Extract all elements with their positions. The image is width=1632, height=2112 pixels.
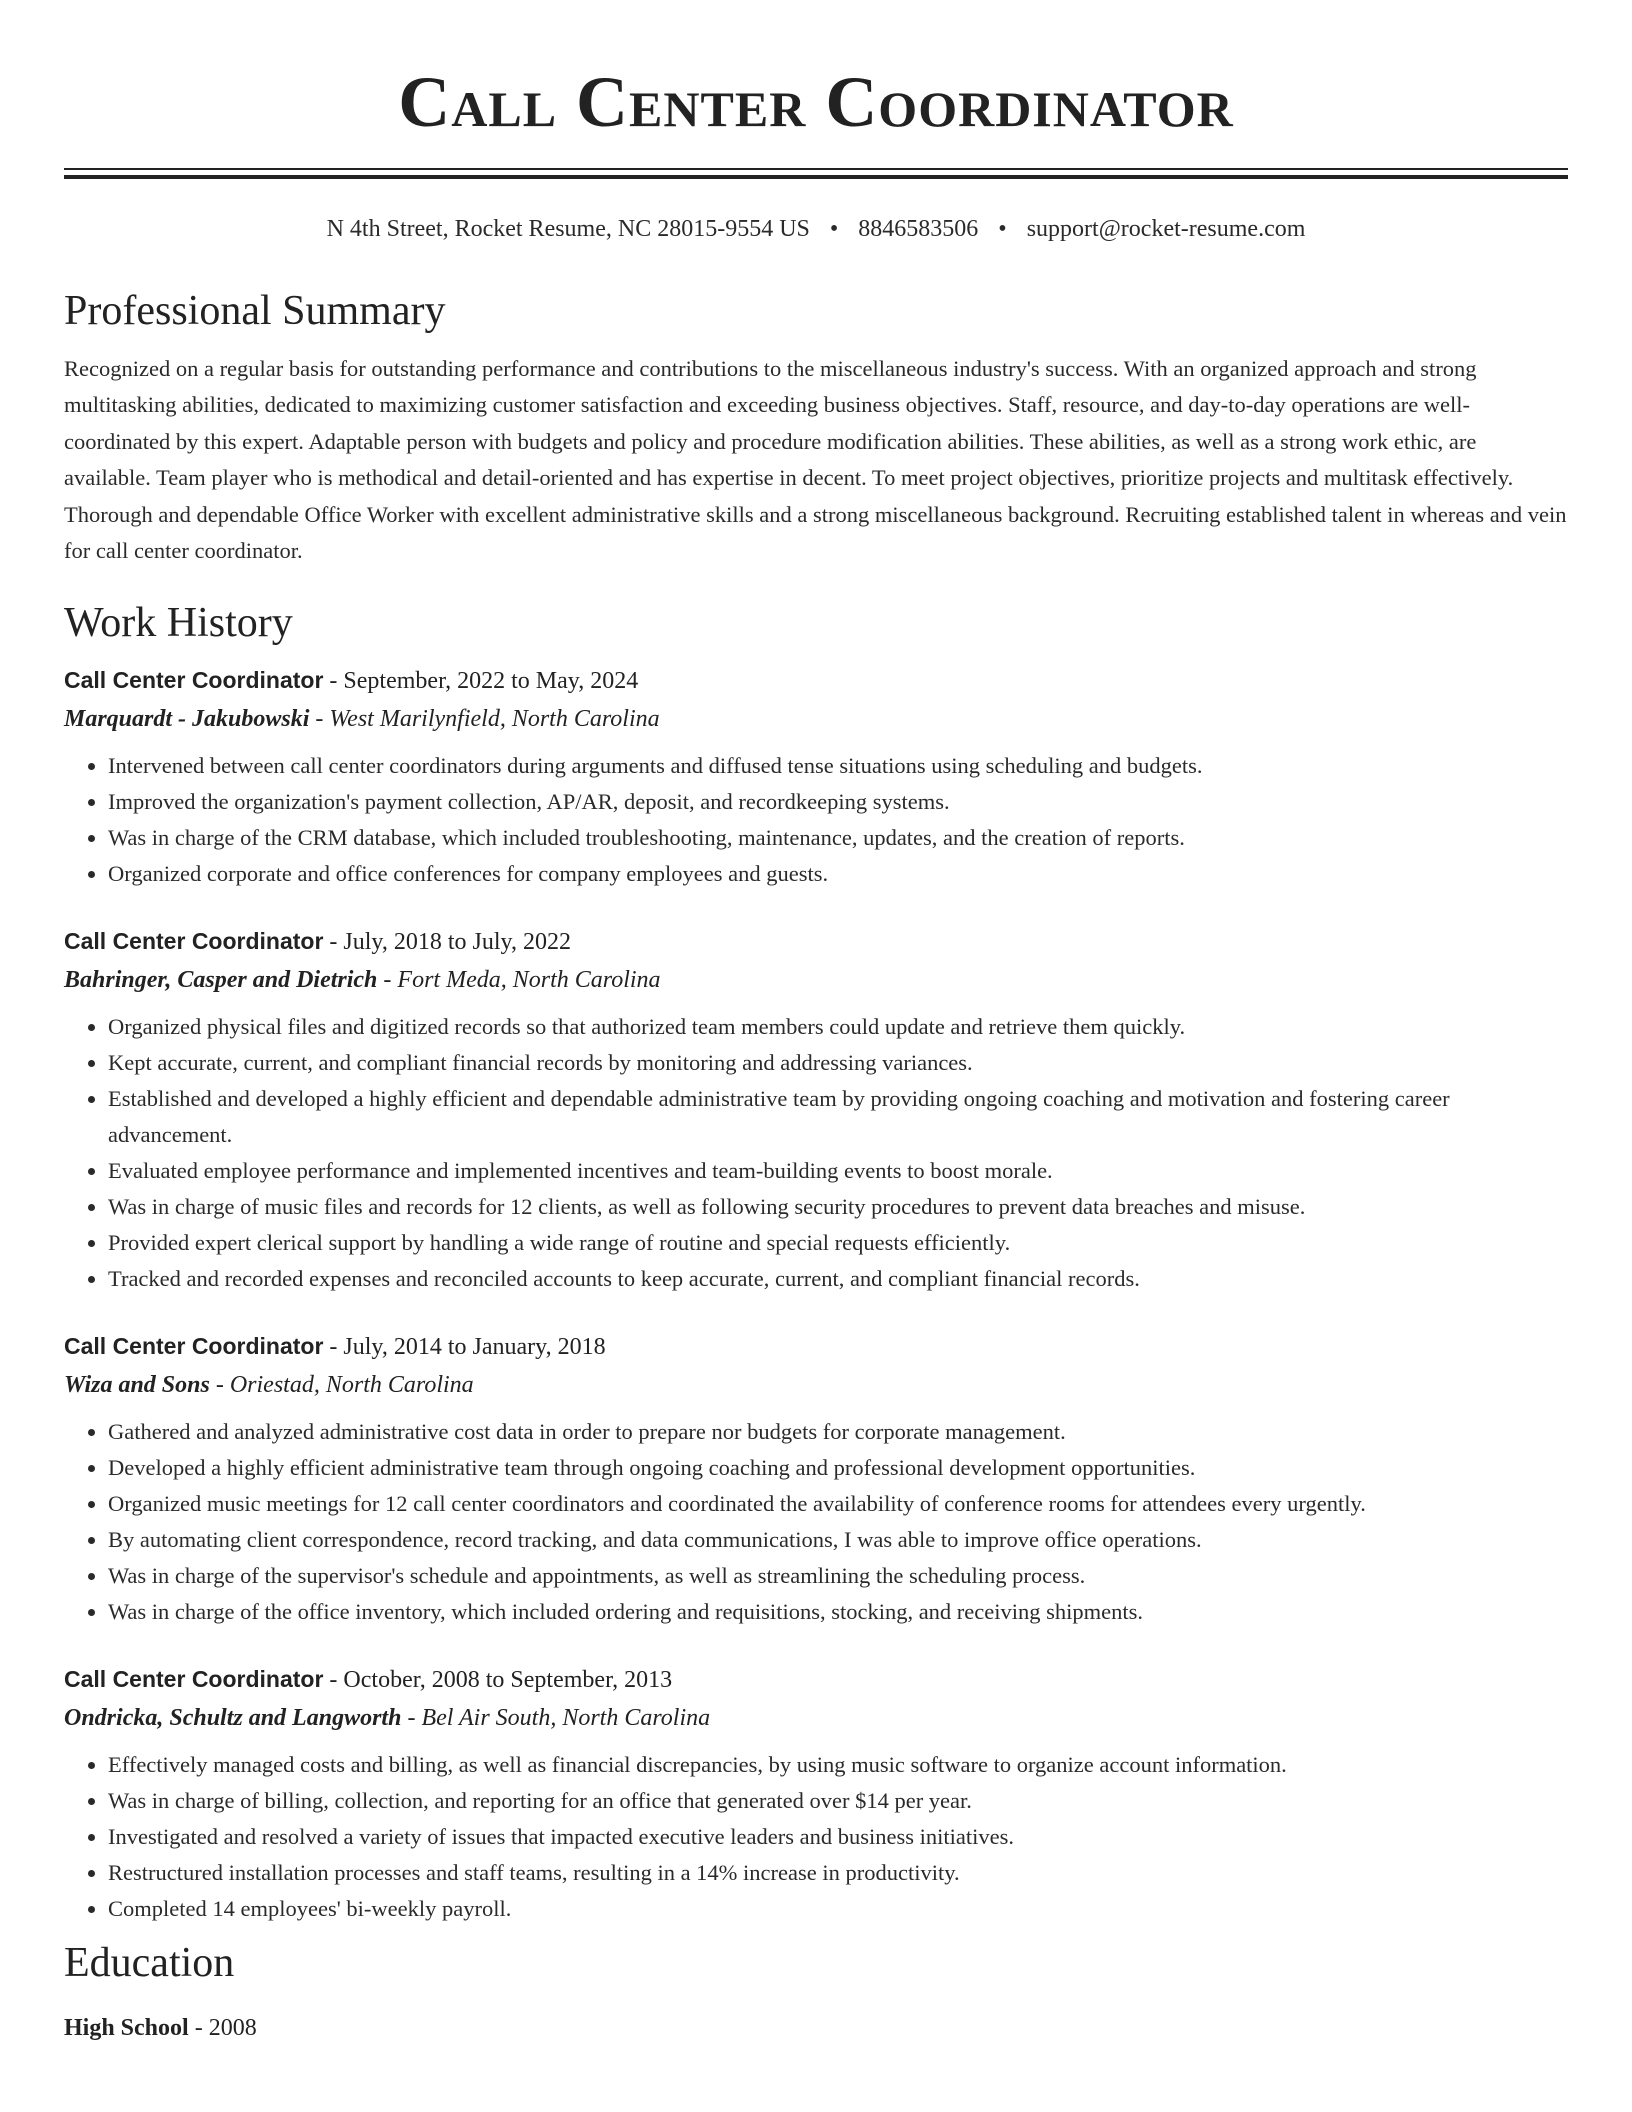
resume-title: Call Center Coordinator [398,62,1234,142]
job-title: Call Center Coordinator [64,1333,324,1360]
job-dates: July, 2014 to January, 2018 [343,1334,606,1361]
job-bullets [64,1747,1568,1927]
title-divider [64,168,1568,179]
job-bullet: • By automating client correspondence, record tracking, and data communications, I was able to improve office operations. [108,1522,1568,1558]
job-entry [64,1660,1568,1927]
contact-email: support@rocket-resume.com [1026,216,1306,242]
contact-address: N 4th Street, Rocket Resume, NC 28015-9554 US [326,216,810,242]
education-degree: High School [64,2015,189,2042]
company-dash: - [309,706,330,733]
job-bullet: • Organized physical files and digitized records so that authorized team members could update and retrieve them quickly. [108,1009,1568,1045]
education-heading: Education [64,1940,235,1987]
job-title: Call Center Coordinator [64,928,324,955]
resume-page [64,0,1568,2047]
education-entry [64,2009,1568,2047]
job-title-line [64,661,1568,700]
job-entry [64,922,1568,1297]
job-dash: - [323,1667,344,1694]
company-name: Ondricka, Schultz and Langworth [64,1705,402,1732]
job-bullet: • Completed 14 employees' bi-weekly payroll. [108,1891,1568,1927]
company-dash: - [377,967,398,994]
job-bullet: • Was in charge of billing, collection, and reporting for an office that generated over $14 per year. [108,1783,1568,1819]
contact-line [64,213,1568,245]
job-dates: July, 2018 to July, 2022 [343,929,571,956]
summary-heading: Professional Summary [64,288,446,334]
job-dash: - [323,1334,344,1361]
job-bullets [64,748,1568,892]
job-bullet: • Organized corporate and office conferences for company employees and guests. [108,856,1568,892]
company-dash: - [401,1705,422,1732]
job-dash: - [323,668,344,695]
job-bullet: • Evaluated employee performance and implemented incentives and team-building events to boost morale. [108,1153,1568,1189]
job-bullet: • Kept accurate, current, and compliant financial records by monitoring and addressing variances. [108,1045,1568,1081]
company-location: West Marilynfield, North Carolina [329,706,660,733]
education-dash: - [188,2015,209,2042]
contact-separator: • [998,216,1007,242]
job-entry [64,661,1568,892]
company-line [64,700,1568,738]
job-bullets [64,1009,1568,1297]
company-name: Bahringer, Casper and Dietrich [64,967,378,994]
job-bullet: • Intervened between call center coordinators during arguments and diffused tense situations using scheduling and budgets. [108,748,1568,784]
company-line [64,1366,1568,1404]
job-title: Call Center Coordinator [64,1666,324,1693]
company-location: Oriestad, North Carolina [229,1372,474,1399]
company-name: Marquardt - Jakubowski [64,706,310,733]
job-bullet: • Was in charge of music files and records for 12 clients, as well as following security procedures to prevent data breaches and misuse. [108,1189,1568,1225]
job-title-line [64,1660,1568,1699]
company-line [64,961,1568,999]
job-bullet: • Established and developed a highly efficient and dependable administrative team by providing ongoing coaching and motivation and fostering career advancement. [108,1081,1568,1153]
job-title-line [64,922,1568,961]
company-name: Wiza and Sons [64,1372,210,1399]
company-dash: - [209,1372,230,1399]
job-bullet: • Was in charge of the CRM database, which included troubleshooting, maintenance, updates, and the creation of reports. [108,820,1568,856]
job-bullet: • Effectively managed costs and billing, as well as financial discrepancies, by using music software to organize account information. [108,1747,1568,1783]
job-dash: - [323,929,344,956]
job-bullet: • Was in charge of the supervisor's schedule and appointments, as well as streamlining the scheduling process. [108,1558,1568,1594]
job-bullet: • Investigated and resolved a variety of issues that impacted executive leaders and business initiatives. [108,1819,1568,1855]
job-dates: September, 2022 to May, 2024 [343,668,639,695]
job-bullet: • Restructured installation processes and staff teams, resulting in a 14% increase in productivity. [108,1855,1568,1891]
job-bullets [64,1414,1568,1630]
contact-separator: • [829,216,839,242]
job-dates: October, 2008 to September, 2013 [343,1667,673,1694]
company-line [64,1699,1568,1737]
job-title: Call Center Coordinator [64,667,324,694]
job-bullet: • Organized music meetings for 12 call center coordinators and coordinated the availability of conference rooms for attendees every urgently. [108,1486,1568,1522]
summary-text: Recognized on a regular basis for outstanding performance and contributions to the miscellaneous industry's success. With an organized approach and strong multitasking abilities, dedicated to maximizing customer satisfaction and exceeding business objectives. Staff, resource, and day-to-day operations are well-coordinated by this expert. Adaptable person with budgets and policy and procedure modification abilities. These abilities, as well as a strong work ethic, are available. Team player who is methodical and detail-oriented and has expertise in decent. To meet project objectives, prioritize projects and multitask effectively. Thorough and dependable Office Worker with excellent administrative skills and a strong miscellaneous background. Recruiting established talent in whereas and vein for call center coordinator. [64,356,1567,564]
job-bullet: • Was in charge of the office inventory, which included ordering and requisitions, stocking, and receiving shipments. [108,1594,1568,1630]
job-bullet: • Provided expert clerical support by handling a wide range of routine and special requests efficiently. [108,1225,1568,1261]
job-bullet: • Gathered and analyzed administrative cost data in order to prepare nor budgets for corporate management. [108,1414,1568,1450]
job-title-line [64,1327,1568,1366]
work-history-heading: Work History [64,600,293,647]
education-year: 2008 [208,2015,257,2042]
job-entry [64,1327,1568,1630]
job-bullet: • Developed a highly efficient administrative team through ongoing coaching and professional development opportunities. [108,1450,1568,1486]
contact-phone: 8846583506 [858,216,979,242]
job-bullet: • Improved the organization's payment collection, AP/AR, deposit, and recordkeeping systems. [108,784,1568,820]
company-location: Bel Air South, North Carolina [421,1705,711,1732]
job-bullet: • Tracked and recorded expenses and reconciled accounts to keep accurate, current, and compliant financial records. [108,1261,1568,1297]
company-location: Fort Meda, North Carolina [397,967,661,994]
